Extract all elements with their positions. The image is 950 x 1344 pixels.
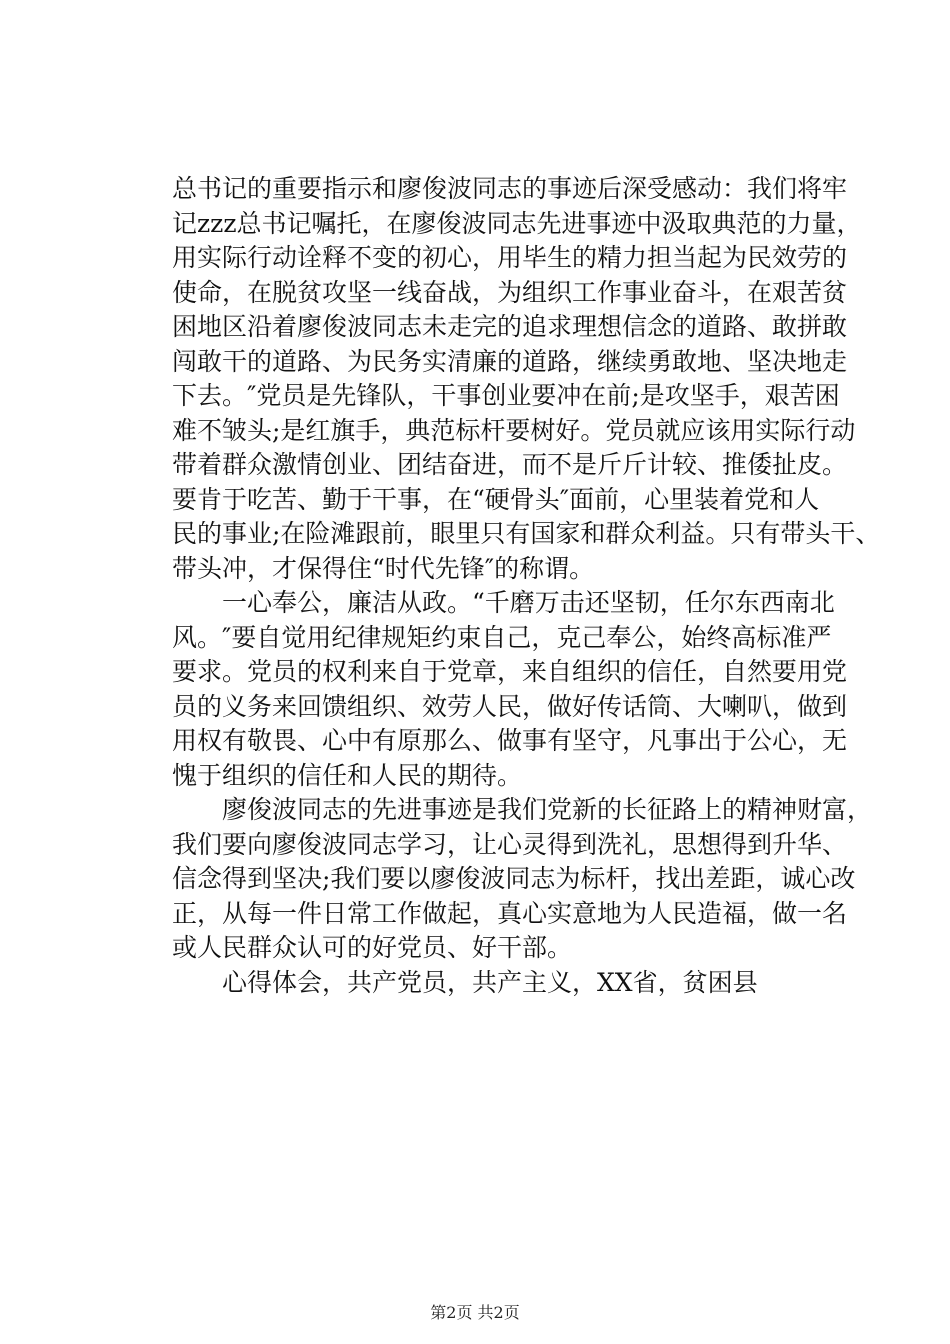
text-line: 用实际行动诠释不变的初心，用毕生的精力担当起为民效劳的 bbox=[172, 243, 848, 272]
text-line: 要肯于吃苦、勤于干事，在“硬骨头″面前，心里装着党和人 bbox=[172, 484, 820, 514]
text-line: 困地区沿着廖俊波同志未走完的追求理想信念的道路、敢拼敢 bbox=[172, 312, 848, 341]
text-line: 要求。党员的权利来自于党章，来自组织的信任，自然要用党 bbox=[172, 657, 848, 686]
text-line: 闯敢干的道路、为民务实清廉的道路，继续勇敢地、坚决地走 bbox=[172, 346, 848, 376]
text-line: 用权有敬畏、心中有原那么、做事有坚守，凡事出于公心，无 bbox=[172, 726, 848, 755]
text-line: 愧于组织的信任和人民的期待。 bbox=[172, 760, 523, 790]
text-line: 一心奉公，廉洁从政。“千磨万击还坚韧，任尔东西南北 bbox=[172, 588, 835, 617]
text-line: 正，从每一件日常工作做起，真心实意地为人民造福，做一名 bbox=[172, 898, 848, 928]
document-body bbox=[172, 172, 881, 1000]
text-line: 带头冲，才保得住“时代先锋″的称谓。 bbox=[172, 553, 595, 583]
text-line: 难不皱头;是红旗手，典范标杆要树好。党员就应该用实际行动 bbox=[172, 415, 856, 445]
text-line: 下去。″党员是先锋队，干事创业要冲在前;是攻坚手，艰苦困 bbox=[172, 381, 840, 410]
keywords-line: 心得体会，共产党员，共产主义，XX省，贫困县 bbox=[172, 967, 758, 997]
text-line: 记zzz总书记嘱托，在廖俊波同志先进事迹中汲取典范的力量， bbox=[172, 208, 862, 238]
text-line: 使命，在脱贫攻坚一线奋战，为组织工作事业奋斗，在艰苦贫 bbox=[172, 277, 848, 307]
text-line: 信念得到坚决;我们要以廖俊波同志为标杆，找出差距，诚心改 bbox=[172, 864, 856, 893]
text-line: 员的义务来回馈组织、效劳人民，做好传话筒、大喇叭，做到 bbox=[172, 691, 848, 721]
text-line: 廖俊波同志的先进事迹是我们党新的长征路上的精神财富， bbox=[172, 795, 873, 824]
text-line: 我们要向廖俊波同志学习，让心灵得到洗礼，思想得到升华、 bbox=[172, 829, 848, 859]
text-line: 带着群众激情创业、团结奋进，而不是斤斤计较、推倭扯皮。 bbox=[172, 450, 848, 479]
text-line: 风。″要自觉用纪律规矩约束自己，克己奉公，始终高标准严 bbox=[172, 622, 832, 652]
text-line: 或人民群众认可的好党员、好干部。 bbox=[172, 933, 573, 962]
text-line: 总书记的重要指示和廖俊波同志的事迹后深受感动：我们将牢 bbox=[172, 174, 848, 203]
text-line: 民的事业;在险滩跟前，眼里只有国家和群众利益。只有带头干、 bbox=[172, 519, 881, 548]
page-number-footer: 第2页 共2页 bbox=[430, 1303, 520, 1322]
